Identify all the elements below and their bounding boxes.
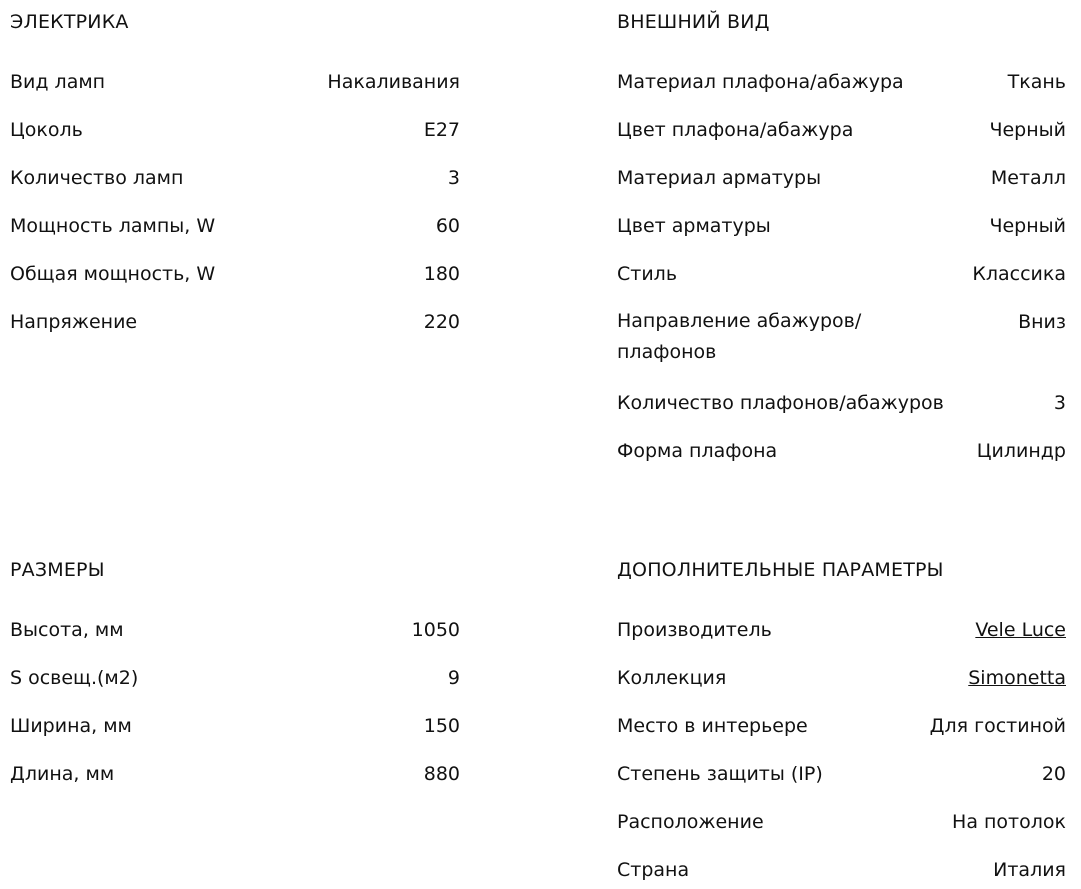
spec-row-style [617, 262, 1066, 286]
spec-label: S освещ.(м2) [10, 667, 139, 689]
sizes-spec-list [10, 618, 460, 786]
spec-label: Ширина, мм [10, 715, 132, 737]
spec-label: Вид ламп [10, 71, 106, 93]
spec-label: Материал арматуры [617, 167, 822, 189]
spec-value: Вниз [1018, 311, 1066, 333]
electrics-section [10, 10, 460, 334]
spec-value: Цилиндр [976, 440, 1066, 462]
spec-label: Цоколь [10, 119, 83, 141]
collection-link[interactable]: Simonetta [968, 667, 1066, 689]
extra-params-title: ДОПОЛНИТЕЛЬНЫЕ ПАРАМЕТРЫ [617, 559, 944, 581]
spec-row-width [10, 714, 460, 738]
spec-label: Высота, мм [10, 619, 124, 641]
spec-label: Степень защиты (IP) [617, 763, 823, 785]
spec-row-country [617, 858, 1066, 882]
spec-row-total-power [10, 262, 460, 286]
spec-label: Количество плафонов/абажуров [617, 392, 944, 414]
spec-row-voltage [10, 310, 460, 334]
appearance-section [617, 10, 1066, 463]
spec-label: Мощность лампы, W [10, 215, 216, 237]
spec-value: 3 [1053, 392, 1066, 414]
spec-value: 1050 [411, 619, 460, 641]
spec-label: Материал плафона/абажура [617, 71, 904, 93]
spec-row-ip-rating [617, 762, 1066, 786]
spec-value: Классика [972, 263, 1066, 285]
spec-value: Италия [993, 859, 1066, 881]
spec-row-height [10, 618, 460, 642]
manufacturer-link[interactable]: Vele Luce [975, 619, 1066, 641]
spec-row-lamp-power [10, 214, 460, 238]
appearance-title: ВНЕШНИЙ ВИД [617, 11, 770, 33]
spec-label: Коллекция [617, 667, 727, 689]
spec-label: Общая мощность, W [10, 263, 216, 285]
spec-label: Количество ламп [10, 167, 184, 189]
spec-row-socket [10, 118, 460, 142]
appearance-spec-list [617, 70, 1066, 463]
sizes-title: РАЗМЕРЫ [10, 559, 105, 581]
spec-label: Расположение [617, 811, 764, 833]
spec-value: 150 [423, 715, 460, 737]
spec-value: 20 [1041, 763, 1066, 785]
spec-value: Накаливания [327, 71, 460, 93]
spec-label: Форма плафона [617, 440, 778, 462]
spec-value: 60 [435, 215, 460, 237]
spec-value: 220 [423, 311, 460, 333]
spec-row-shade-shape [617, 439, 1066, 463]
sizes-section [10, 558, 460, 786]
spec-row-frame-color [617, 214, 1066, 238]
spec-row-room [617, 714, 1066, 738]
spec-value: 180 [423, 263, 460, 285]
electrics-title: ЭЛЕКТРИКА [10, 11, 129, 33]
spec-row-manufacturer [617, 618, 1066, 642]
spec-label: Стиль [617, 263, 678, 285]
spec-label: Страна [617, 859, 690, 881]
spec-row-collection [617, 666, 1066, 690]
spec-label: Производитель [617, 619, 772, 641]
spec-row-length [10, 762, 460, 786]
spec-value: E27 [423, 119, 460, 141]
spec-row-shade-direction [617, 310, 1066, 368]
extra-params-section [617, 558, 1066, 882]
spec-value: 880 [423, 763, 460, 785]
electrics-spec-list [10, 70, 460, 334]
spec-row-lamp-count [10, 166, 460, 190]
spec-label: Напряжение [10, 311, 138, 333]
spec-value: Черный [989, 119, 1066, 141]
spec-row-shade-material [617, 70, 1066, 94]
spec-label: Цвет арматуры [617, 215, 771, 237]
spec-label: Цвет плафона/абажура [617, 119, 854, 141]
spec-value: Ткань [1007, 71, 1066, 93]
extra-params-spec-list [617, 618, 1066, 882]
spec-row-shade-color [617, 118, 1066, 142]
spec-value: Черный [989, 215, 1066, 237]
spec-label: Длина, мм [10, 763, 115, 785]
spec-value: На потолок [952, 811, 1066, 833]
spec-value: Для гостиной [929, 715, 1066, 737]
spec-value: Металл [990, 167, 1066, 189]
spec-label: Направление абажуров/ плафонов [617, 310, 862, 363]
spec-row-lit-area [10, 666, 460, 690]
spec-value: 3 [447, 167, 460, 189]
spec-value: 9 [447, 667, 460, 689]
spec-row-shade-count [617, 391, 1066, 415]
spec-row-mounting [617, 810, 1066, 834]
spec-row-frame-material [617, 166, 1066, 190]
spec-row-lamp-type [10, 70, 460, 94]
spec-label: Место в интерьере [617, 715, 808, 737]
